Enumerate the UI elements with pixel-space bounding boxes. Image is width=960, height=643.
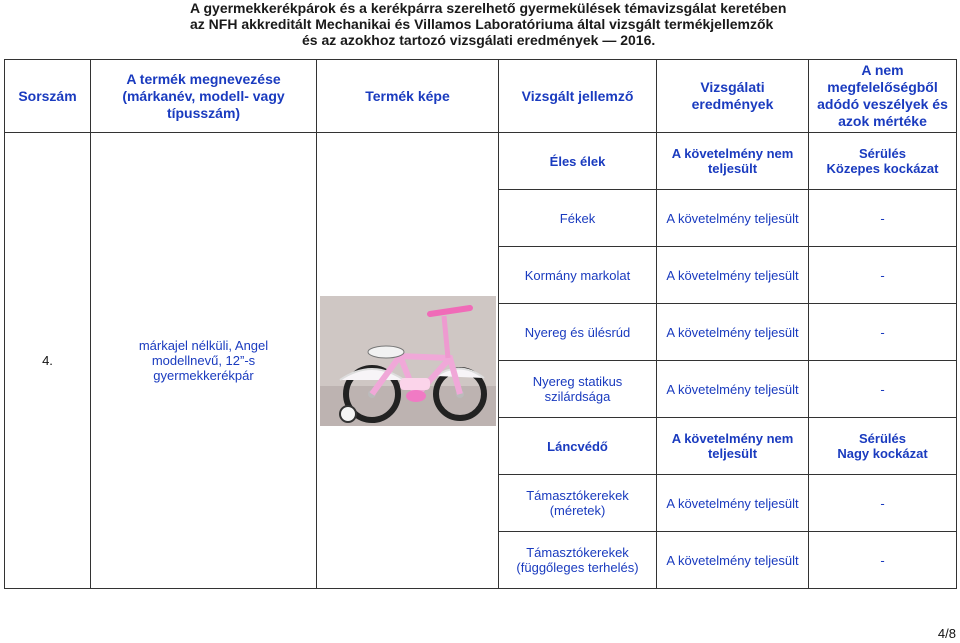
feature-cell: Támasztókerekek (függőleges terhelés) — [499, 532, 657, 589]
feature-cell: Támasztókerekek (méretek) — [499, 475, 657, 532]
header-product-name — [91, 60, 317, 133]
risk-level: Nagy kockázat — [837, 446, 928, 461]
title-line-2: az NFH akkreditált Mechanikai és Villamos Laboratóriuma által vizsgált termékjellemzők — [190, 16, 774, 32]
results-table — [4, 59, 957, 589]
product-image-cell — [317, 133, 499, 589]
bicycle-icon — [320, 296, 496, 426]
feature-cell: Éles élek — [499, 133, 657, 190]
title-line-1: A gyermekkerékpárok és a kerékpárra szerelhető gyermekülések témavizsgálat keretében — [190, 0, 787, 16]
page-number: 4/8 — [937, 626, 956, 641]
risk-cell — [809, 133, 957, 190]
header-feature: Vizsgált jellemző — [499, 60, 657, 133]
header-sorszam: Sorszám — [5, 60, 91, 133]
feature-cell: Nyereg statikus szilárdsága — [499, 361, 657, 418]
table-row — [5, 133, 957, 190]
header-product-name-line1: A termék megnevezése — [126, 70, 281, 87]
product-number: 4. — [5, 133, 91, 589]
risk-cell: - — [809, 532, 957, 589]
header-product-name-line2: (márkanév, modell- vagy típusszám) — [122, 87, 285, 121]
pink-children-bicycle-photo — [320, 296, 496, 426]
risk-level: Közepes kockázat — [826, 161, 939, 176]
risk-cell: - — [809, 475, 957, 532]
risk-cell: - — [809, 361, 957, 418]
risk-cell: - — [809, 304, 957, 361]
result-cell: A követelmény teljesült — [657, 532, 809, 589]
feature-cell: Kormány markolat — [499, 247, 657, 304]
header-risks: A nem megfelelőségből adódó veszélyek és azok mértéke — [809, 60, 957, 133]
result-cell: A követelmény teljesült — [657, 190, 809, 247]
feature-cell: Nyereg és ülésrúd — [499, 304, 657, 361]
header-product-image: Termék képe — [317, 60, 499, 133]
header-row — [5, 60, 957, 133]
risk-cell: - — [809, 247, 957, 304]
result-cell: A követelmény nem teljesült — [657, 133, 809, 190]
result-cell: A követelmény teljesült — [657, 475, 809, 532]
risk-type: Sérülés — [859, 431, 906, 446]
result-cell: A követelmény nem teljesült — [657, 418, 809, 475]
risk-cell — [809, 418, 957, 475]
risk-cell: - — [809, 190, 957, 247]
product-name: márkajel nélküli, Angel modellnevű, 12”-s gyermekkerékpár — [91, 133, 317, 589]
result-cell: A követelmény teljesült — [657, 304, 809, 361]
feature-cell: Fékek — [499, 190, 657, 247]
header-results: Vizsgálati eredmények — [657, 60, 809, 133]
title-line-3: és az azokhoz tartozó vizsgálati eredmények — 2016. — [302, 32, 656, 48]
risk-type: Sérülés — [859, 146, 906, 161]
feature-cell: Láncvédő — [499, 418, 657, 475]
result-cell: A követelmény teljesült — [657, 361, 809, 418]
result-cell: A követelmény teljesült — [657, 247, 809, 304]
